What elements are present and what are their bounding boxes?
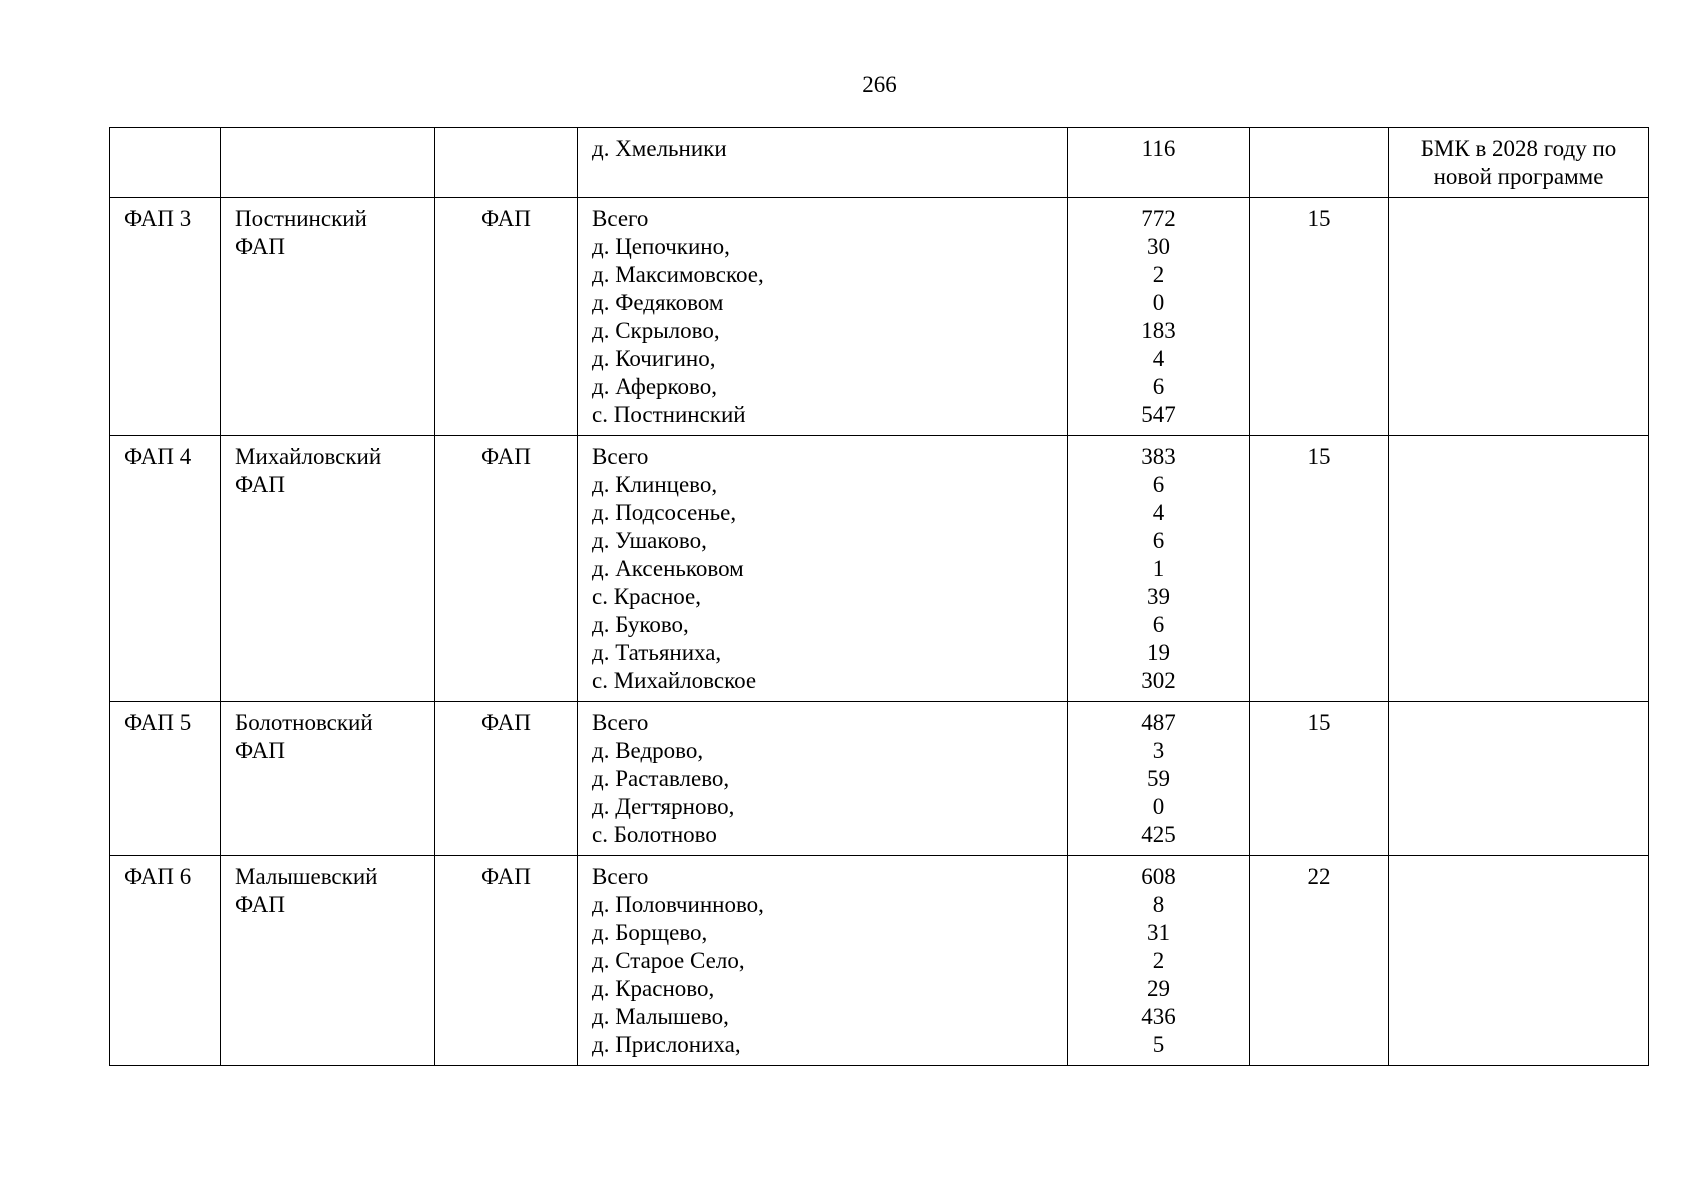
- population-value: 30: [1147, 234, 1170, 259]
- population-value: 116: [1141, 136, 1176, 161]
- population-value: 59: [1147, 766, 1170, 791]
- settlement-name: д. Раставлево,: [592, 766, 730, 791]
- population-value: 183: [1141, 318, 1176, 343]
- population-value: 19: [1147, 640, 1170, 665]
- fap-name-cell: [221, 128, 435, 198]
- area-cell: [1250, 702, 1389, 856]
- population-value: 2: [1152, 262, 1165, 287]
- population-value: 31: [1147, 920, 1170, 945]
- table-row: [110, 856, 1649, 1066]
- settlement-name: с. Постнинский: [592, 402, 746, 427]
- fap-name-cell: [221, 856, 435, 1066]
- facility-type-cell: [435, 856, 578, 1066]
- facility-type-cell: [435, 702, 578, 856]
- note-cell: [1389, 856, 1649, 1066]
- facility-type-cell: [435, 436, 578, 702]
- note-cell: [1389, 128, 1649, 198]
- settlement-name: д. Аксеньковом: [592, 556, 744, 581]
- facility-type: ФАП: [481, 444, 531, 469]
- population-value: 383: [1141, 444, 1176, 469]
- population-value: 6: [1152, 528, 1165, 553]
- settlements-cell: [578, 128, 1068, 198]
- population-value: 547: [1141, 402, 1176, 427]
- settlement-name: с. Михайловское: [592, 668, 757, 693]
- population-value: 39: [1147, 584, 1170, 609]
- population-value: 6: [1152, 612, 1165, 637]
- fap-name-line: ФАП: [235, 234, 285, 259]
- settlement-name: с. Болотново: [592, 822, 717, 847]
- settlement-name: д. Борщево,: [592, 920, 708, 945]
- note-cell: [1389, 436, 1649, 702]
- population-value: 772: [1141, 206, 1176, 231]
- population-value: 425: [1141, 822, 1176, 847]
- population-value: 6: [1152, 374, 1165, 399]
- fap-name-line: ФАП: [235, 472, 285, 497]
- settlement-name: д. Половчинново,: [592, 892, 764, 917]
- fap-name-line: Малышевский: [235, 864, 378, 889]
- settlement-name: д. Клинцево,: [592, 472, 718, 497]
- settlement-name: д. Татьяниха,: [592, 640, 722, 665]
- settlement-name: Всего: [592, 444, 649, 469]
- fap-id-cell: [110, 436, 221, 702]
- settlement-name: д. Малышево,: [592, 1004, 729, 1029]
- settlement-name: д. Ушаково,: [592, 528, 707, 553]
- settlement-name: д. Кочигино,: [592, 346, 716, 371]
- population-cell: [1068, 198, 1250, 436]
- population-value: 436: [1141, 1004, 1176, 1029]
- population-value: 608: [1141, 864, 1176, 889]
- fap-id-cell: [110, 128, 221, 198]
- population-value: 3: [1152, 738, 1165, 763]
- settlement-name: д. Цепочкино,: [592, 234, 730, 259]
- area-cell: [1250, 128, 1389, 198]
- population-cell: [1068, 436, 1250, 702]
- area-value: 15: [1307, 444, 1331, 469]
- settlement-name: д. Подсосенье,: [592, 500, 737, 525]
- area-value: 22: [1307, 864, 1331, 889]
- settlement-name: д. Красново,: [592, 976, 715, 1001]
- settlement-name: Всего: [592, 710, 649, 735]
- population-value: 487: [1141, 710, 1176, 735]
- settlement-name: д. Прислониха,: [592, 1032, 741, 1057]
- fap-id: ФАП 6: [124, 864, 192, 889]
- fap-name-cell: [221, 702, 435, 856]
- settlement-name: д. Максимовское,: [592, 262, 764, 287]
- population-value: 302: [1141, 668, 1176, 693]
- table-row: [110, 702, 1649, 856]
- area-value: 15: [1307, 206, 1331, 231]
- fap-name-line: ФАП: [235, 738, 285, 763]
- fap-name-line: Болотновский: [235, 710, 373, 735]
- population-value: 6: [1152, 472, 1165, 497]
- settlement-name: д. Федяковом: [592, 290, 724, 315]
- facility-type-cell: [435, 128, 578, 198]
- note-text: БМК в 2028 году по новой программе: [1420, 136, 1617, 189]
- settlement-name: д. Буково,: [592, 612, 689, 637]
- fap-name-line: Постнинский: [235, 206, 367, 231]
- table-row: [110, 128, 1649, 198]
- population-cell: [1068, 702, 1250, 856]
- fap-name-cell: [221, 198, 435, 436]
- fap-id: ФАП 4: [124, 444, 192, 469]
- fap-name-cell: [221, 436, 435, 702]
- population-value: 29: [1147, 976, 1170, 1001]
- settlement-name: Всего: [592, 206, 649, 231]
- fap-id: ФАП 3: [124, 206, 192, 231]
- population-cell: [1068, 856, 1250, 1066]
- population-value: 4: [1152, 500, 1165, 525]
- settlement-name: Всего: [592, 864, 649, 889]
- settlement-name: д. Ведрово,: [592, 738, 704, 763]
- fap-id-cell: [110, 198, 221, 436]
- fap-id: ФАП 5: [124, 710, 192, 735]
- fap-table: [109, 127, 1649, 1066]
- note-cell: [1389, 702, 1649, 856]
- fap-id-cell: [110, 702, 221, 856]
- population-value: 4: [1152, 346, 1165, 371]
- area-cell: [1250, 856, 1389, 1066]
- fap-name-line: Михайловский: [235, 444, 382, 469]
- settlement-name: д. Хмельники: [592, 136, 727, 161]
- population-value: 8: [1152, 892, 1165, 917]
- settlement-name: д. Аферково,: [592, 374, 718, 399]
- facility-type-cell: [435, 198, 578, 436]
- area-value: 15: [1307, 710, 1331, 735]
- settlements-cell: [578, 198, 1068, 436]
- area-cell: [1250, 198, 1389, 436]
- population-value: 1: [1152, 556, 1165, 581]
- facility-type: ФАП: [481, 864, 531, 889]
- population-value: 2: [1152, 948, 1165, 973]
- population-cell: [1068, 128, 1250, 198]
- settlement-name: д. Старое Село,: [592, 948, 745, 973]
- fap-name-line: ФАП: [235, 892, 285, 917]
- facility-type: ФАП: [481, 710, 531, 735]
- settlement-name: с. Красное,: [592, 584, 702, 609]
- settlements-cell: [578, 856, 1068, 1066]
- settlements-cell: [578, 702, 1068, 856]
- table-row: [110, 198, 1649, 436]
- settlements-cell: [578, 436, 1068, 702]
- settlement-name: д. Скрылово,: [592, 318, 720, 343]
- note-cell: [1389, 198, 1649, 436]
- table-row: [110, 436, 1649, 702]
- population-value: 0: [1152, 290, 1165, 315]
- fap-id-cell: [110, 856, 221, 1066]
- population-value: 5: [1152, 1032, 1165, 1057]
- population-value: 0: [1152, 794, 1165, 819]
- facility-type: ФАП: [481, 206, 531, 231]
- page-number: 266: [862, 72, 897, 97]
- area-cell: [1250, 436, 1389, 702]
- settlement-name: д. Дегтярново,: [592, 794, 735, 819]
